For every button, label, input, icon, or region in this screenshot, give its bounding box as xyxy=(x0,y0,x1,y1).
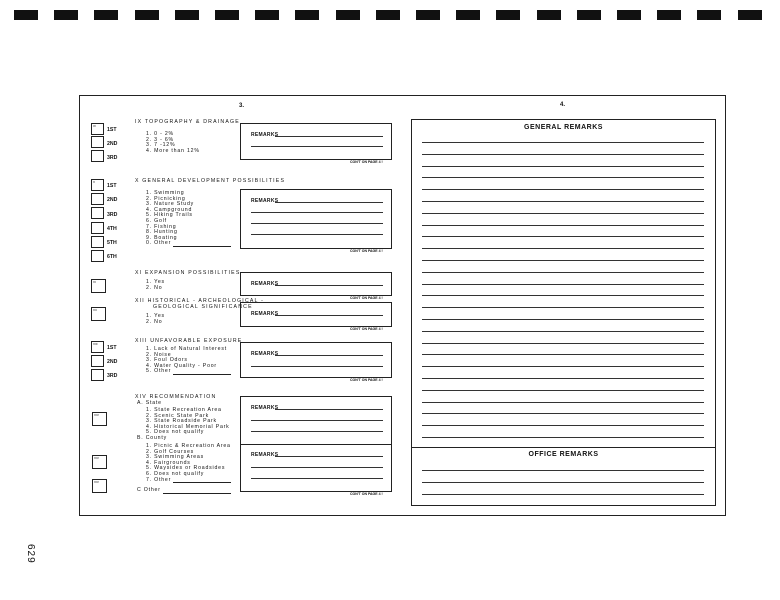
office-remarks-line xyxy=(422,494,704,495)
general-remarks-line xyxy=(422,366,704,367)
historical-answer-box[interactable]: XII xyxy=(91,307,106,321)
rank-label: 4TH xyxy=(107,226,117,232)
continue-note: CON'T ON PAGE 4 ! xyxy=(350,378,383,382)
rank-label: 2ND xyxy=(107,141,118,147)
development-rank-box-6[interactable] xyxy=(91,250,104,262)
rank-label: 5TH xyxy=(107,240,117,246)
general-remarks-line xyxy=(422,260,704,261)
continue-note: CON'T ON PAGE 4 ! xyxy=(350,249,383,253)
perforation-mark xyxy=(537,10,561,20)
historical-options xyxy=(146,314,165,325)
exposure-options xyxy=(146,347,231,375)
development-rank-box-4[interactable] xyxy=(91,222,104,234)
option: 5. Does not qualify xyxy=(146,429,205,436)
general-remarks-line xyxy=(422,142,704,143)
rank-label: 1ST xyxy=(107,127,117,133)
general-remarks-line xyxy=(422,154,704,155)
state-label: A. State xyxy=(137,400,162,406)
option: 7. Fishing xyxy=(146,223,177,230)
right-page-label: 4. xyxy=(560,102,566,108)
expansion-options xyxy=(146,280,165,291)
option: 1. Swimming xyxy=(146,190,185,196)
general-remarks-line xyxy=(422,307,704,308)
option: 2. 3 - 6% xyxy=(146,136,174,143)
general-remarks-line xyxy=(422,354,704,355)
general-remarks-line xyxy=(422,331,704,332)
remarks-line xyxy=(251,366,383,367)
option: 7. Other xyxy=(146,476,172,483)
option: 1. 0 - 2% xyxy=(146,131,174,137)
development-rank-box-1[interactable]: X xyxy=(91,179,104,191)
general-remarks-panel[interactable] xyxy=(411,119,716,506)
remarks-line xyxy=(251,431,383,432)
historical-remarks-box[interactable] xyxy=(240,302,392,327)
option: 8. Hunting xyxy=(146,229,178,236)
perforation-mark xyxy=(215,10,239,20)
exposure-title: XIII UNFAVORABLE EXPOSURE xyxy=(135,338,243,344)
development-rank-box-3[interactable] xyxy=(91,207,104,219)
remarks-line xyxy=(251,223,383,224)
exposure-rank-box-3[interactable] xyxy=(91,369,104,381)
perforation-mark xyxy=(175,10,199,20)
option: 3. Foul Odors xyxy=(146,357,188,364)
topography-rank-box-1[interactable]: IX xyxy=(91,123,104,135)
expansion-answer-box[interactable]: XI xyxy=(91,279,106,293)
exposure-rank-box-1[interactable]: XIII xyxy=(91,341,104,353)
remarks-line xyxy=(275,202,383,203)
expansion-remarks-box[interactable] xyxy=(240,272,392,296)
left-page-label: 3. xyxy=(239,103,245,109)
remarks-line xyxy=(251,234,383,235)
perforation-mark xyxy=(456,10,480,20)
option: 1. Lack of Natural Interest xyxy=(146,346,227,352)
historical-title-line2: GEOLOGICAL SIGNIFICANCE xyxy=(153,304,253,310)
continue-note: CON'T ON PAGE 4 ! xyxy=(350,327,383,331)
rank-label: 3RD xyxy=(107,212,118,218)
other-label: C Other xyxy=(137,488,231,494)
option: 2. No xyxy=(146,284,163,291)
perforation-mark xyxy=(496,10,520,20)
general-remarks-title: GENERAL REMARKS xyxy=(524,124,603,131)
rank-label: 2ND xyxy=(107,197,118,203)
continue-note: CON'T ON PAGE 4 ! xyxy=(350,296,383,300)
remarks-label: REMARKS xyxy=(251,311,279,317)
perforation-mark xyxy=(255,10,279,20)
option: 6. Does not qualify xyxy=(146,470,205,477)
development-rank-box-5[interactable] xyxy=(91,236,104,248)
state-options xyxy=(146,408,230,436)
option: 3. Swimming Areas xyxy=(146,454,204,461)
fill-in-line[interactable] xyxy=(163,489,231,494)
option: 3. State Roadside Park xyxy=(146,418,217,425)
general-remarks-line xyxy=(422,413,704,414)
option: 2. No xyxy=(146,318,163,325)
perforation-mark xyxy=(376,10,400,20)
remarks-line xyxy=(275,136,383,137)
general-remarks-line xyxy=(422,390,704,391)
option: 4. Campground xyxy=(146,206,193,213)
option: 1. Yes xyxy=(146,313,165,319)
general-remarks-line xyxy=(422,272,704,273)
fill-in-line[interactable] xyxy=(173,370,231,375)
general-remarks-line xyxy=(422,225,704,226)
historical-title: XII HISTORICAL - ARCHEOLOGICAL - xyxy=(135,298,265,304)
state-answer-box[interactable]: XIV xyxy=(92,412,107,426)
option: 5. Hiking Trails xyxy=(146,212,193,219)
topography-remarks-box[interactable] xyxy=(240,123,392,160)
remarks-line xyxy=(275,409,383,410)
topography-options xyxy=(146,132,200,154)
remarks-line xyxy=(275,285,383,286)
option: 4. More than 12% xyxy=(146,147,200,154)
perforation-mark xyxy=(416,10,440,20)
fill-in-line[interactable] xyxy=(173,242,231,247)
perforation-mark xyxy=(135,10,159,20)
remarks-label: REMARKS xyxy=(251,132,279,138)
perforation-mark xyxy=(54,10,78,20)
general-remarks-line xyxy=(422,177,704,178)
perforation-mark xyxy=(657,10,681,20)
development-options xyxy=(146,191,231,247)
perforation-mark xyxy=(577,10,601,20)
page-number: 629 xyxy=(25,544,36,564)
recommendation-title: XIV RECOMMENDATION xyxy=(135,394,217,400)
county-options xyxy=(146,444,231,483)
perforation-mark xyxy=(697,10,721,20)
survey-form xyxy=(79,95,726,516)
option: 1. Yes xyxy=(146,279,165,285)
general-remarks-line xyxy=(422,378,704,379)
remarks-line xyxy=(251,212,383,213)
perforation-mark xyxy=(738,10,762,20)
general-remarks-line xyxy=(422,343,704,344)
exposure-rank-box-2[interactable] xyxy=(91,355,104,367)
rank-label: 3RD xyxy=(107,373,118,379)
remarks-line xyxy=(275,315,383,316)
remarks-line xyxy=(251,146,383,147)
general-remarks-line xyxy=(422,319,704,320)
topography-title: IX TOPOGRAPHY & DRAINAGE xyxy=(135,119,240,125)
perforation-mark xyxy=(295,10,319,20)
general-remarks-line xyxy=(422,248,704,249)
continue-note: CON'T ON PAGE 4 ! xyxy=(350,160,383,164)
office-remarks-title: OFFICE REMARKS xyxy=(528,451,599,458)
exposure-remarks-box[interactable] xyxy=(240,342,392,378)
general-remarks-line xyxy=(422,213,704,214)
general-remarks-line xyxy=(422,284,704,285)
option: 4. Fairgrounds xyxy=(146,459,191,466)
perforation-mark xyxy=(94,10,118,20)
option: 6. Golf xyxy=(146,217,167,224)
option: 9. Boating xyxy=(146,234,178,241)
other-answer-box[interactable]: XIV xyxy=(92,479,107,493)
remarks-label: REMARKS xyxy=(251,351,279,357)
remarks-line xyxy=(251,478,383,479)
option: 5. Other xyxy=(146,368,172,375)
option: 2. Golf Courses xyxy=(146,448,195,455)
topography-rank-box-2[interactable] xyxy=(91,136,104,148)
development-title: X GENERAL DEVELOPMENT POSSIBILITIES xyxy=(135,178,286,184)
county-label: B. County xyxy=(137,435,167,441)
perforation-mark xyxy=(14,10,38,20)
recommendation-remarks-box[interactable] xyxy=(240,396,392,492)
remarks-line xyxy=(251,467,383,468)
general-remarks-line xyxy=(422,189,704,190)
general-remarks-line xyxy=(422,402,704,403)
rank-label: 3RD xyxy=(107,155,118,161)
office-divider xyxy=(412,447,715,448)
option: 2. Noise xyxy=(146,351,172,358)
option: 4. Water Quality - Poor xyxy=(146,362,217,369)
remarks-label: REMARKS xyxy=(251,198,279,204)
option: 3. Nature Study xyxy=(146,201,195,208)
option: 2. Scenic State Park xyxy=(146,412,209,419)
general-remarks-line xyxy=(422,437,704,438)
development-rank-box-2[interactable] xyxy=(91,193,104,205)
rank-label: 1ST xyxy=(107,345,117,351)
topography-rank-box-3[interactable] xyxy=(91,150,104,162)
remarks-line xyxy=(275,456,383,457)
remarks-line xyxy=(251,420,383,421)
option: 3. 7 -12% xyxy=(146,142,176,149)
option: 2. Picnicking xyxy=(146,195,186,202)
option: 0. Other xyxy=(146,240,172,247)
perforation-mark xyxy=(617,10,641,20)
general-remarks-line xyxy=(422,295,704,296)
remarks-label: REMARKS xyxy=(251,281,279,287)
general-remarks-line xyxy=(422,236,704,237)
option: 5. Waysides or Roadsides xyxy=(146,465,226,472)
option: 4. Historical Memorial Park xyxy=(146,423,230,430)
general-remarks-line xyxy=(422,201,704,202)
office-remarks-line xyxy=(422,470,704,471)
remarks-line xyxy=(275,355,383,356)
fill-in-line[interactable] xyxy=(173,478,231,483)
continue-note: CON'T ON PAGE 4 ! xyxy=(350,492,383,496)
development-remarks-box[interactable] xyxy=(240,189,392,249)
remarks-label: REMARKS xyxy=(251,405,279,411)
remarks-divider xyxy=(240,444,392,445)
rank-label: 6TH xyxy=(107,254,117,260)
perforation-mark xyxy=(336,10,360,20)
option: 1. State Recreation Area xyxy=(146,407,222,413)
option: 1. Picnic & Recreation Area xyxy=(146,443,231,449)
rank-label: 1ST xyxy=(107,183,117,189)
office-remarks-line xyxy=(422,482,704,483)
expansion-title: XI EXPANSION POSSIBILITIES xyxy=(135,270,241,276)
county-answer-box[interactable]: XIV xyxy=(92,455,107,469)
rank-label: 2ND xyxy=(107,359,118,365)
general-remarks-line xyxy=(422,425,704,426)
general-remarks-line xyxy=(422,166,704,167)
remarks-label: REMARKS xyxy=(251,452,279,458)
